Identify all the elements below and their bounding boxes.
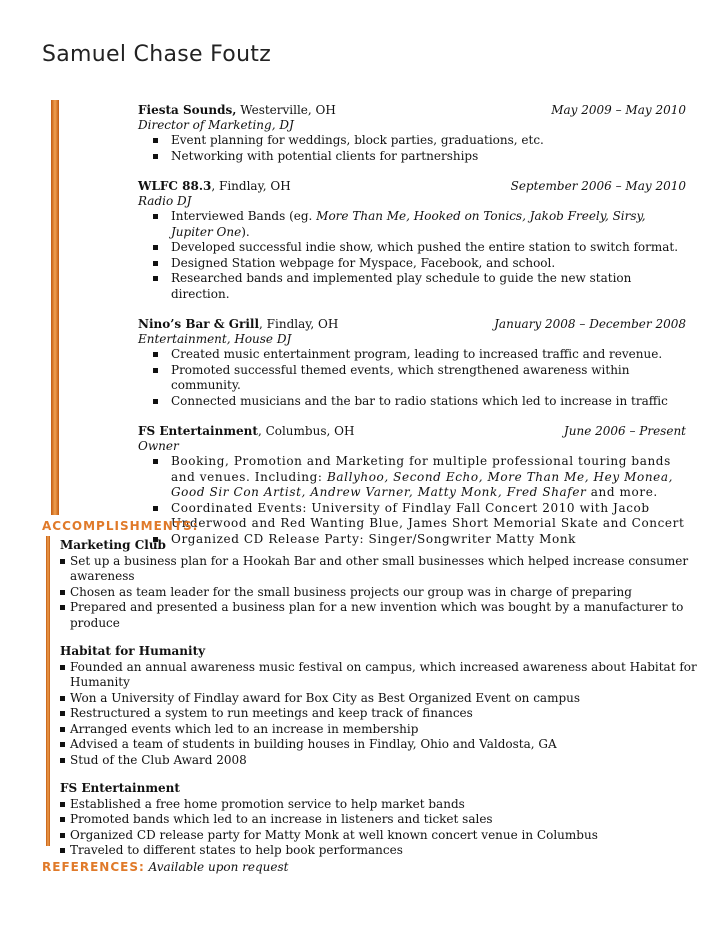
job-bullet	[138, 347, 686, 363]
list-item	[60, 706, 700, 722]
list-item	[60, 660, 700, 691]
job-bullet	[138, 149, 686, 165]
item-text: Founded an annual awareness music festival on campus, which increased awareness about Habitat for Humanity	[70, 659, 697, 689]
bullet-icon	[60, 802, 65, 807]
job-role: Radio DJ	[138, 194, 192, 208]
bullet-icon	[153, 352, 158, 357]
job-role: Entertainment, House DJ	[138, 332, 292, 346]
accent-bar-bottom	[46, 536, 50, 846]
job-header	[138, 316, 686, 332]
list-item	[60, 797, 700, 813]
bullet-text: Coordinated Events: University of Findlay Fall Concert 2010 with Jacob Underwood and Red Wanting Blue, James Short Memorial Skate and Concert	[171, 500, 685, 530]
band-names: More Than Me, Hooked on Tonics, Jakob Freely, Sirsy, Jupiter One	[171, 209, 646, 239]
bullet-text: Organized CD Release Party: Singer/Songwriter Matty Monk	[171, 531, 577, 546]
item-text: Traveled to different states to help book performances	[70, 843, 403, 857]
list-item	[60, 722, 700, 738]
bullet-icon	[153, 368, 158, 373]
job-role: Director of Marketing, DJ	[138, 118, 294, 132]
job-bullet	[138, 271, 686, 302]
item-text: Promoted bands which led to an increase in listeners and ticket sales	[70, 812, 493, 826]
group-title: FS Entertainment	[60, 781, 180, 795]
job-header	[138, 178, 686, 194]
job-entry	[138, 102, 686, 164]
bullet-icon	[153, 245, 158, 250]
accomplishments-heading: ACCOMPLISHMENTS:	[42, 519, 199, 533]
bullet-text: Researched bands and implemented play schedule to guide the new station direction.	[171, 271, 632, 301]
bullet-icon	[153, 261, 158, 266]
job-bullet	[138, 363, 686, 394]
references-value: Available upon request	[144, 860, 289, 874]
bullet-icon	[60, 758, 65, 763]
list-item	[60, 843, 700, 859]
item-text: Restructured a system to run meetings and keep track of finances	[70, 706, 473, 720]
resume-name: Samuel Chase Foutz	[42, 42, 272, 67]
bullet-text: Developed successful indie show, which pushed the entire station to switch format.	[171, 240, 679, 254]
bullet-icon	[153, 276, 158, 281]
group-items	[60, 797, 700, 859]
group-items	[60, 660, 700, 769]
bullet-icon	[153, 459, 158, 464]
job-entry	[138, 423, 686, 547]
list-item	[60, 828, 700, 844]
job-dates: June 2006 – Present	[563, 424, 686, 438]
accomplishment-group	[60, 781, 700, 859]
list-item	[60, 554, 700, 585]
bullet-text: Created music entertainment program, leading to increased traffic and revenue.	[171, 347, 663, 361]
item-text: Arranged events which led to an increase in membership	[70, 721, 419, 736]
bullet-text: Event planning for weddings, block parties, graduations, etc.	[171, 133, 544, 147]
bullet-text: Connected musicians and the bar to radio stations which led to increase in traffic	[171, 393, 668, 408]
job-dates: January 2008 – December 2008	[494, 317, 686, 331]
bullet-text: Promoted successful themed events, which strengthened awareness within community.	[171, 362, 630, 392]
bullet-icon	[60, 848, 65, 853]
job-bullets	[138, 209, 686, 302]
job-bullet	[138, 256, 686, 272]
job-dates: May 2009 – May 2010	[551, 103, 686, 117]
job-bullets	[138, 133, 686, 164]
job-location: , Columbus, OH	[257, 424, 355, 438]
job-dates: September 2006 – May 2010	[510, 179, 686, 193]
group-items	[60, 554, 700, 632]
group-title: Marketing Club	[60, 538, 166, 552]
bullet-icon	[60, 727, 65, 732]
job-header	[138, 423, 686, 439]
bullet-icon	[153, 138, 158, 143]
bullet-icon	[153, 506, 158, 511]
bullet-icon	[60, 605, 65, 610]
bullet-text: Booking, Promotion and Marketing for multiple professional touring bands and venues. Including:	[171, 454, 671, 484]
bullet-icon	[60, 817, 65, 822]
item-text: Prepared and presented a business plan for a new invention which was bought by a manufacturer to produce	[70, 600, 684, 630]
bullet-icon	[153, 154, 158, 159]
list-item	[60, 812, 700, 828]
list-item	[60, 600, 700, 631]
job-bullet	[138, 394, 686, 410]
item-text: Advised a team of students in building houses in Findlay, Ohio and Valdosta, GA	[70, 737, 557, 751]
job-entry	[138, 178, 686, 302]
job-role: Owner	[138, 439, 179, 453]
bullet-text: Networking with potential clients for partnerships	[171, 148, 479, 163]
bullet-icon	[60, 742, 65, 747]
list-item	[60, 585, 700, 601]
bullet-icon	[153, 399, 158, 404]
bullet-icon	[60, 559, 65, 564]
bullet-icon	[153, 214, 158, 219]
bullet-icon	[60, 665, 65, 670]
band-names: Ballyhoo, Second Echo, More Than Me, Hey Monea, Good Sir Con Artist, Andrew Varner, Matty Monk, Fred Shafer	[171, 469, 674, 499]
item-text: Chosen as team leader for the small business projects our group was in charge of preparing	[70, 584, 632, 599]
job-bullets	[138, 454, 686, 547]
item-text: Organized CD release party for Matty Monk at well known concert venue in Columbus	[70, 827, 598, 842]
job-location: , Findlay, OH	[211, 179, 291, 193]
accent-bar-top	[51, 100, 59, 515]
list-item	[60, 753, 700, 769]
job-location: Westerville, OH	[236, 103, 336, 117]
list-item	[60, 737, 700, 753]
job-company: Fiesta Sounds,	[138, 103, 237, 117]
job-bullets	[138, 347, 686, 409]
job-bullet	[138, 133, 686, 149]
bullet-text-end: ).	[241, 224, 250, 239]
bullet-text: Designed Station webpage for Myspace, Facebook, and school.	[171, 255, 556, 270]
accomplishment-group	[60, 644, 700, 768]
job-bullet	[138, 209, 686, 240]
experience-list	[138, 102, 686, 561]
job-bullet	[138, 240, 686, 256]
job-company: FS Entertainment	[138, 424, 258, 438]
bullet-icon	[60, 590, 65, 595]
job-header	[138, 102, 686, 118]
accomplishment-group	[60, 538, 700, 631]
job-bullet	[138, 454, 686, 501]
bullet-icon	[60, 833, 65, 838]
group-title: Habitat for Humanity	[60, 644, 206, 658]
references	[42, 860, 288, 874]
list-item	[60, 691, 700, 707]
item-text: Won a University of Findlay award for Box City as Best Organized Event on campus	[70, 690, 581, 705]
job-entry	[138, 316, 686, 409]
item-text: Established a free home promotion service to help market bands	[70, 796, 465, 811]
accomplishments-list	[60, 538, 700, 872]
references-heading: REFERENCES:	[42, 860, 145, 874]
job-company: WLFC 88.3	[138, 179, 212, 193]
job-bullet	[138, 501, 686, 532]
bullet-text-end: and more.	[586, 485, 658, 499]
item-text: Stud of the Club Award 2008	[70, 752, 247, 767]
bullet-text: Interviewed Bands (eg.	[171, 209, 317, 223]
bullet-icon	[60, 696, 65, 701]
job-company: Nino’s Bar & Grill	[138, 317, 260, 331]
item-text: Set up a business plan for a Hookah Bar and other small businesses which helped increase consumer awareness	[70, 553, 689, 583]
bullet-icon	[60, 711, 65, 716]
job-location: , Findlay, OH	[259, 317, 339, 331]
